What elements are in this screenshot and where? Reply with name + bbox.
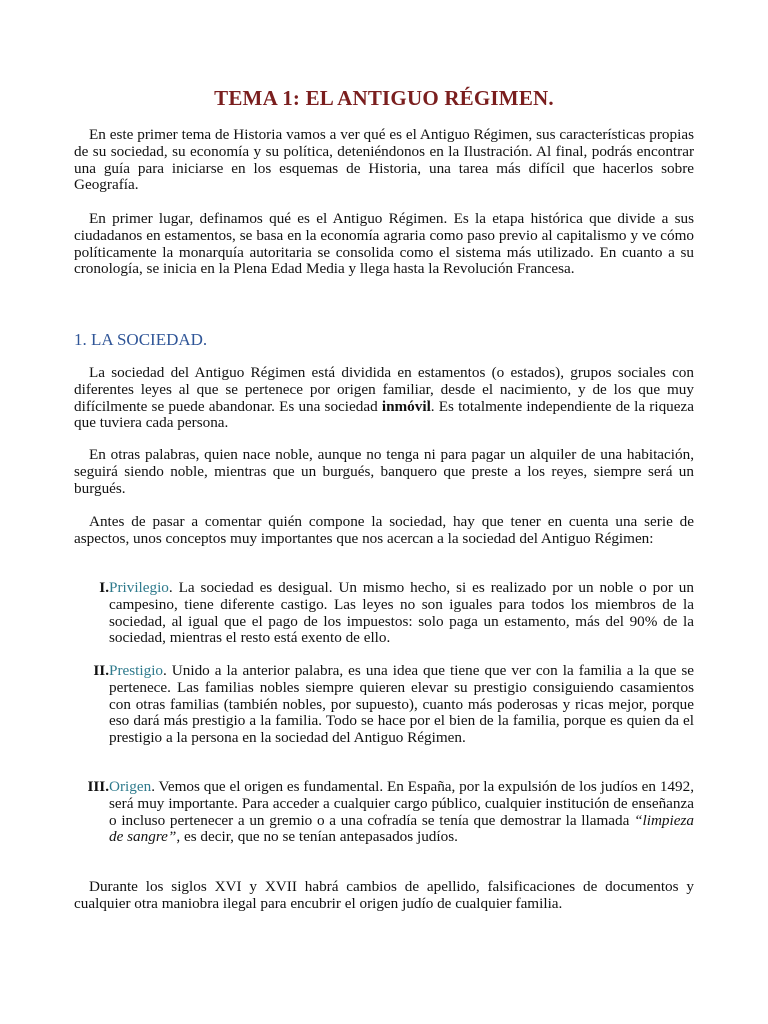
intro-paragraph-1: En este primer tema de Historia vamos a ver qué es el Antiguo Régimen, sus características propias de su sociedad, su economía y su política, deteniéndonos en la Ilustración. Al final, podrás encontrar una guía para iniciarse en los esquemas de Historia, una tarea más difícil que hacerlos sobre Geografía. — [74, 126, 694, 194]
term-prestigio: Prestigio — [109, 662, 164, 679]
term-privilegio: Privilegio — [109, 579, 169, 596]
list-item-body — [109, 580, 694, 647]
sociedad-paragraph-1 — [74, 365, 694, 432]
sociedad-paragraph-1-tail: . Es totalmente independiente de la riqueza que tuviera cada persona. — [74, 397, 694, 432]
list-number: II. — [93, 662, 109, 679]
emphasis-inmovil: inmóvil — [381, 397, 431, 415]
list-item-body — [109, 779, 694, 846]
document-title: TEMA 1: EL ANTIGUO RÉGIMEN. — [214, 86, 554, 110]
term-origen: Origen — [109, 778, 152, 795]
list-number: I. — [99, 579, 109, 596]
list-item-privilegio — [80, 580, 694, 647]
sociedad-paragraph-2: En otras palabras, quien nace noble, aunque no tenga ni para pagar un alquiler de una habitación, seguirá siendo noble, mientras que un burgués, banquero que preste a los reyes, siempre será un burgués. — [74, 446, 694, 497]
intro-paragraph-2: En primer lugar, definamos qué es el Antiguo Régimen. Es la etapa histórica que divide a sus ciudadanos en estamentos, se basa en la economía agraria como paso previo al capitalismo y ve cómo políticamente la monarquía autoritaria se consolida como el sistema más utilizado. En cuanto a su cronología, se inicia en la Plena Edad Media y llega hasta la Revolución Francesa. — [74, 210, 694, 278]
list-item-body — [109, 663, 694, 747]
list-item-text: . Unido a la anterior palabra, es una idea que tiene que ver con la familia a la que se pertenece. Las familias nobles siempre quieren elevar su prestigio consiguiendo casamientos con otras familias (también nobles, por supuesto), cuanto más poderosas y ricas mejor, porque eso dará más prestigio a la familia. Todo se hace por el bien de la familia, porque es quien da el prestigio a la persona en la sociedad del Antiguo Régimen. — [109, 662, 694, 747]
list-item-text: . Vemos que el origen es fundamental. En España, por la expulsión de los judíos en 1492, será muy importante. Para acceder a cualquier cargo público, cualquier institución de enseñanza o incluso pertenecer a un gremio o a una cofradía se tenía que demostrar la llamada — [109, 778, 694, 829]
emphasis-limpieza-de-sangre: “limpieza de sangre” — [109, 811, 694, 846]
section-heading-sociedad: 1. LA SOCIEDAD. — [74, 330, 208, 349]
sociedad-paragraph-1-text: La sociedad del Antiguo Régimen está dividida en estamentos (o estados), grupos sociales con diferentes leyes al que se pertenece por origen familiar, desde el nacimiento, y de los que muy difícilmente se puede abandonar. Es una sociedad — [74, 364, 694, 415]
list-item-text: . La sociedad es desigual. Un mismo hecho, si es realizado por un noble o por un campesino, tiene diferente castigo. Las leyes no son iguales para todos los miembros de la sociedad, al igual que el pago de los impuestos: solo paga un estamento, más del 90% de la sociedad, mientras el resto está exento de ello. — [109, 579, 694, 647]
sociedad-paragraph-3: Antes de pasar a comentar quién compone la sociedad, hay que tener en cuenta una serie de aspectos, unos conceptos muy importantes que nos acercan a la sociedad del Antiguo Régimen: — [74, 513, 694, 547]
list-item-prestigio — [80, 663, 694, 747]
sociedad-paragraph-4: Durante los siglos XVI y XVII habrá cambios de apellido, falsificaciones de documentos y cualquier otra maniobra ilegal para encubrir el origen judío de cualquier familia. — [74, 878, 694, 912]
list-number: III. — [87, 778, 109, 795]
list-item-text-tail: , es decir, que no se tenían antepasados judíos. — [176, 828, 458, 846]
list-item-origen — [80, 779, 694, 846]
